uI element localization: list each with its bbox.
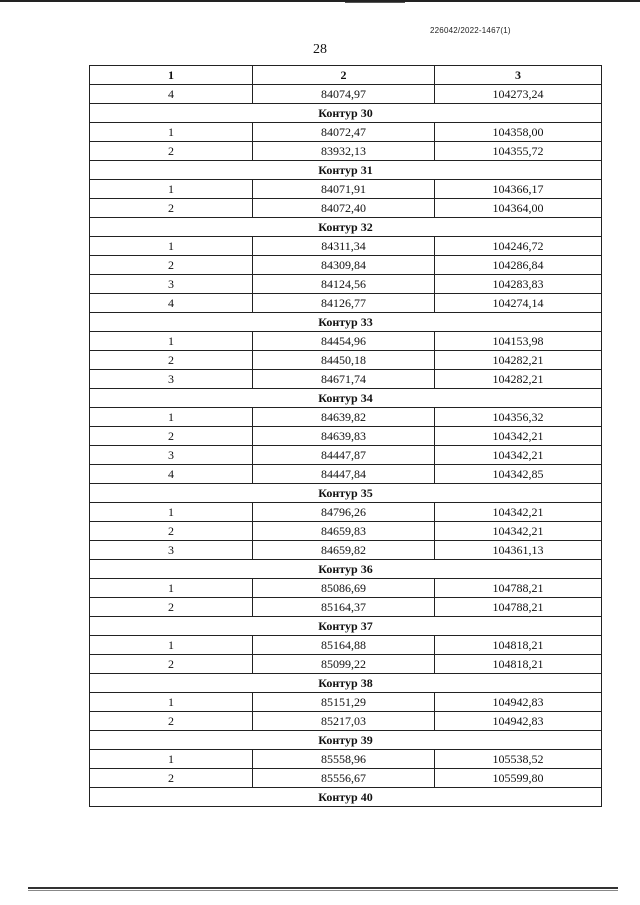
coordinate-y: 104246,72 <box>435 237 602 256</box>
coordinate-y: 105538,52 <box>435 750 602 769</box>
point-number: 2 <box>90 427 253 446</box>
contour-caption: Контур 36 <box>90 560 602 579</box>
table-row <box>90 541 602 560</box>
coordinate-x: 85556,67 <box>253 769 435 788</box>
coordinate-x: 84309,84 <box>253 256 435 275</box>
table-row <box>90 693 602 712</box>
coordinate-y: 104153,98 <box>435 332 602 351</box>
contour-caption: Контур 39 <box>90 731 602 750</box>
table-row <box>90 579 602 598</box>
table-row <box>90 351 602 370</box>
coordinate-y: 104342,21 <box>435 503 602 522</box>
contour-caption-row <box>90 674 602 693</box>
top-scan-border <box>0 0 640 2</box>
coordinate-y: 104788,21 <box>435 598 602 617</box>
point-number: 4 <box>90 294 253 313</box>
point-number: 1 <box>90 408 253 427</box>
coordinate-x: 84454,96 <box>253 332 435 351</box>
table-row <box>90 142 602 161</box>
coordinate-y: 104342,21 <box>435 427 602 446</box>
point-number: 1 <box>90 750 253 769</box>
table-row <box>90 750 602 769</box>
coordinate-x: 84311,34 <box>253 237 435 256</box>
point-number: 2 <box>90 142 253 161</box>
contour-caption: Контур 34 <box>90 389 602 408</box>
contour-caption-row <box>90 788 602 807</box>
table-row <box>90 427 602 446</box>
coordinate-y: 104286,84 <box>435 256 602 275</box>
coordinate-x: 85086,69 <box>253 579 435 598</box>
coordinates-table <box>89 65 602 807</box>
point-number: 4 <box>90 465 253 484</box>
coordinate-x: 85099,22 <box>253 655 435 674</box>
coordinate-y: 104358,00 <box>435 123 602 142</box>
coordinate-y: 104361,13 <box>435 541 602 560</box>
contour-caption: Контур 37 <box>90 617 602 636</box>
table-row <box>90 655 602 674</box>
point-number: 1 <box>90 237 253 256</box>
contour-caption: Контур 32 <box>90 218 602 237</box>
coordinate-y: 104342,85 <box>435 465 602 484</box>
point-number: 3 <box>90 541 253 560</box>
coordinate-x: 84639,82 <box>253 408 435 427</box>
coordinate-y: 104342,21 <box>435 446 602 465</box>
point-number: 2 <box>90 522 253 541</box>
coordinate-y: 104282,21 <box>435 370 602 389</box>
point-number: 1 <box>90 332 253 351</box>
table-row <box>90 85 602 104</box>
document-id: 226042/2022-1467(1) <box>430 26 511 35</box>
coordinate-x: 84072,40 <box>253 199 435 218</box>
coordinate-x: 85164,37 <box>253 598 435 617</box>
coordinate-x: 84450,18 <box>253 351 435 370</box>
point-number: 1 <box>90 503 253 522</box>
table-row <box>90 712 602 731</box>
table-row <box>90 465 602 484</box>
coordinate-x: 85151,29 <box>253 693 435 712</box>
table-header-row <box>90 66 602 85</box>
contour-caption-row <box>90 731 602 750</box>
coordinate-x: 84447,84 <box>253 465 435 484</box>
coordinate-x: 85164,88 <box>253 636 435 655</box>
table-row <box>90 408 602 427</box>
point-number: 2 <box>90 655 253 674</box>
point-number: 1 <box>90 180 253 199</box>
point-number: 2 <box>90 598 253 617</box>
table-row <box>90 446 602 465</box>
point-number: 2 <box>90 199 253 218</box>
table-row <box>90 332 602 351</box>
table-row <box>90 237 602 256</box>
bottom-scan-border-shadow <box>28 890 618 891</box>
coordinate-y: 104274,14 <box>435 294 602 313</box>
contour-caption-row <box>90 104 602 123</box>
table-row <box>90 769 602 788</box>
coordinate-y: 104283,83 <box>435 275 602 294</box>
table-row <box>90 294 602 313</box>
contour-caption: Контур 30 <box>90 104 602 123</box>
coordinate-y: 105599,80 <box>435 769 602 788</box>
coordinate-x: 85558,96 <box>253 750 435 769</box>
contour-caption: Контур 38 <box>90 674 602 693</box>
bottom-scan-border <box>28 887 618 889</box>
point-number: 1 <box>90 693 253 712</box>
coordinate-y: 104273,24 <box>435 85 602 104</box>
top-scan-mark <box>345 2 405 3</box>
point-number: 2 <box>90 351 253 370</box>
coordinate-x: 84447,87 <box>253 446 435 465</box>
coordinate-y: 104818,21 <box>435 655 602 674</box>
coordinate-y: 104942,83 <box>435 712 602 731</box>
coordinate-y: 104366,17 <box>435 180 602 199</box>
coordinate-y: 104356,32 <box>435 408 602 427</box>
coordinate-x: 84639,83 <box>253 427 435 446</box>
column-header: 2 <box>253 66 435 85</box>
table-row <box>90 123 602 142</box>
table-row <box>90 636 602 655</box>
coordinate-x: 84126,77 <box>253 294 435 313</box>
coordinate-x: 84659,83 <box>253 522 435 541</box>
coordinate-y: 104342,21 <box>435 522 602 541</box>
coordinate-x: 85217,03 <box>253 712 435 731</box>
coordinate-y: 104818,21 <box>435 636 602 655</box>
coordinate-y: 104364,00 <box>435 199 602 218</box>
table-row <box>90 370 602 389</box>
coordinate-x: 84659,82 <box>253 541 435 560</box>
table-row <box>90 199 602 218</box>
table-row <box>90 598 602 617</box>
table-row <box>90 522 602 541</box>
table-row <box>90 180 602 199</box>
point-number: 3 <box>90 370 253 389</box>
point-number: 1 <box>90 636 253 655</box>
coordinate-y: 104942,83 <box>435 693 602 712</box>
point-number: 3 <box>90 275 253 294</box>
column-header: 1 <box>90 66 253 85</box>
contour-caption-row <box>90 484 602 503</box>
contour-caption-row <box>90 560 602 579</box>
contour-caption: Контур 31 <box>90 161 602 180</box>
point-number: 2 <box>90 256 253 275</box>
table-row <box>90 275 602 294</box>
point-number: 1 <box>90 579 253 598</box>
page-number: 28 <box>313 42 327 57</box>
coordinate-x: 84072,47 <box>253 123 435 142</box>
coordinate-x: 84671,74 <box>253 370 435 389</box>
contour-caption-row <box>90 218 602 237</box>
coordinate-x: 84074,97 <box>253 85 435 104</box>
coordinate-x: 84071,91 <box>253 180 435 199</box>
contour-caption: Контур 40 <box>90 788 602 807</box>
coordinate-x: 84124,56 <box>253 275 435 294</box>
point-number: 2 <box>90 769 253 788</box>
point-number: 4 <box>90 85 253 104</box>
coordinate-x: 83932,13 <box>253 142 435 161</box>
contour-caption-row <box>90 313 602 332</box>
coordinate-y: 104355,72 <box>435 142 602 161</box>
coordinate-y: 104788,21 <box>435 579 602 598</box>
contour-caption-row <box>90 389 602 408</box>
contour-caption-row <box>90 617 602 636</box>
column-header: 3 <box>435 66 602 85</box>
contour-caption: Контур 35 <box>90 484 602 503</box>
contour-caption: Контур 33 <box>90 313 602 332</box>
table-row <box>90 256 602 275</box>
point-number: 3 <box>90 446 253 465</box>
point-number: 1 <box>90 123 253 142</box>
point-number: 2 <box>90 712 253 731</box>
coordinate-x: 84796,26 <box>253 503 435 522</box>
contour-caption-row <box>90 161 602 180</box>
coordinate-y: 104282,21 <box>435 351 602 370</box>
table-row <box>90 503 602 522</box>
